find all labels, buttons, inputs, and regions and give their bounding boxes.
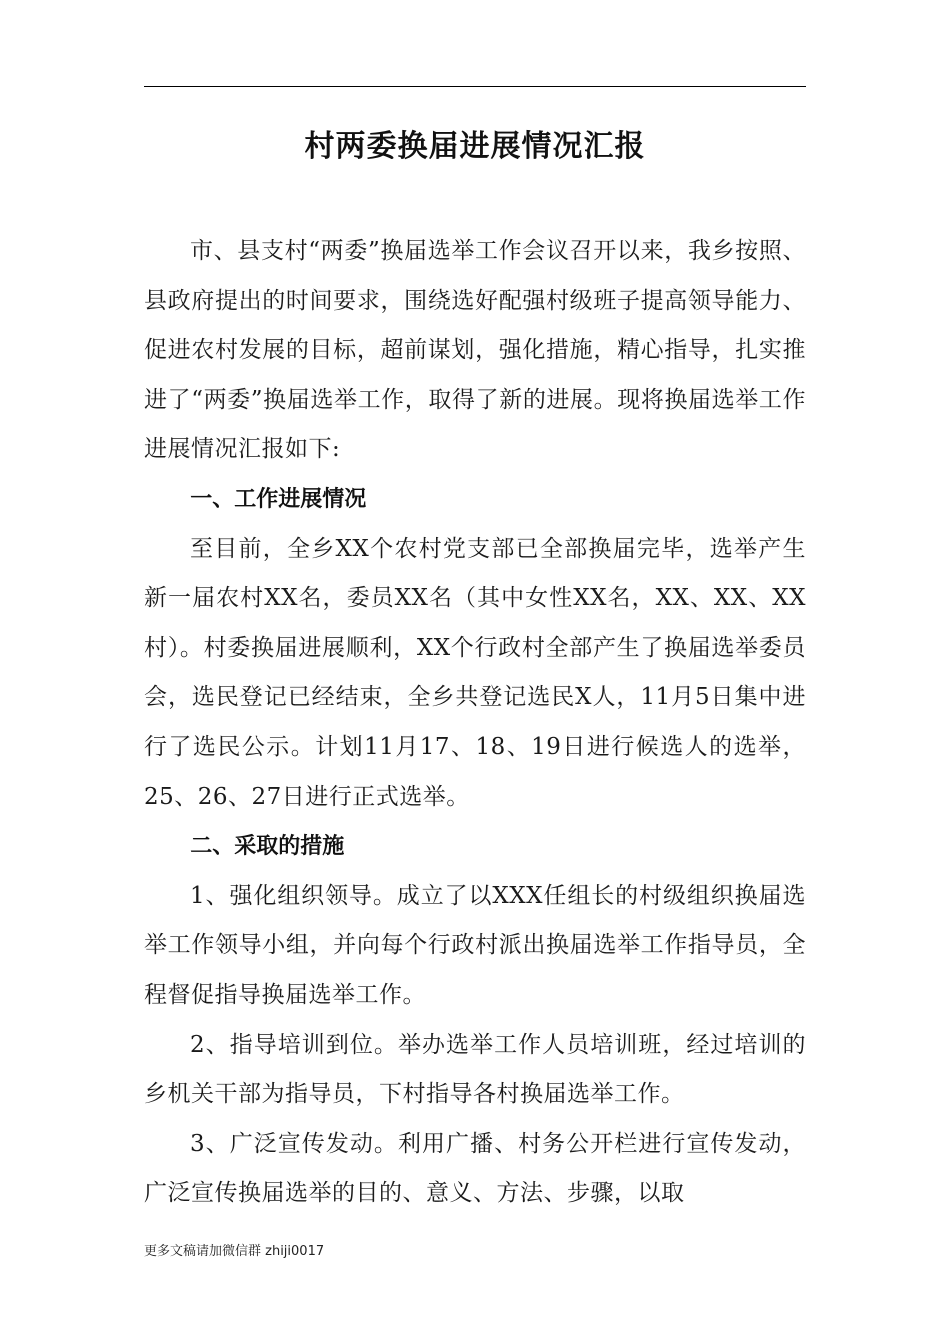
document-title: 村两委换届进展情况汇报: [304, 129, 646, 164]
section-heading-measures: 二、采取的措施: [190, 834, 345, 860]
header-rule: [144, 86, 806, 87]
progress-paragraph: 至目前，全乡XX个农村党支部已全部换届完毕，选举产生新一届农村XX名，委员XX名（其中女性XX名，XX、XX、XX村）。村委换届进展顺利，XX个行政村全部产生了换届选举委员会，选民登记已经结束，全乡共登记选民X人，11月5日集中进行了选民公示。计划11月17、18、19日进行候选人的选举，25、26、27日进行正式选举。: [144, 535, 806, 810]
section-heading-progress: 一、工作进展情况: [190, 486, 367, 512]
document-body: [144, 227, 806, 1219]
measure-paragraph-2: 2、指导培训到位。举办选举工作人员培训班，经过培训的乡机关干部为指导员，下村指导各村换届选举工作。: [144, 1031, 806, 1108]
measure-paragraph-3: 3、广泛宣传发动。利用广播、村务公开栏进行宣传发动，广泛宣传换届选举的目的、意义、方法、步骤，以取: [144, 1130, 806, 1207]
intro-paragraph: 市、县支村“两委”换届选举工作会议召开以来，我乡按照、县政府提出的时间要求，围绕选好配强村级班子提高领导能力、促进农村发展的目标，超前谋划，强化措施，精心指导，扎实推进了“两委”换届选举工作，取得了新的进展。现将换届选举工作进展情况汇报如下:: [144, 238, 806, 463]
measure-paragraph-1: 1、强化组织领导。成立了以XXX任组长的村级组织换届选举工作领导小组，并向每个行政村派出换届选举工作指导员，全程督促指导换届选举工作。: [144, 882, 806, 1008]
footer-note: 更多文稿请加微信群 zhiji0017: [144, 1244, 325, 1259]
